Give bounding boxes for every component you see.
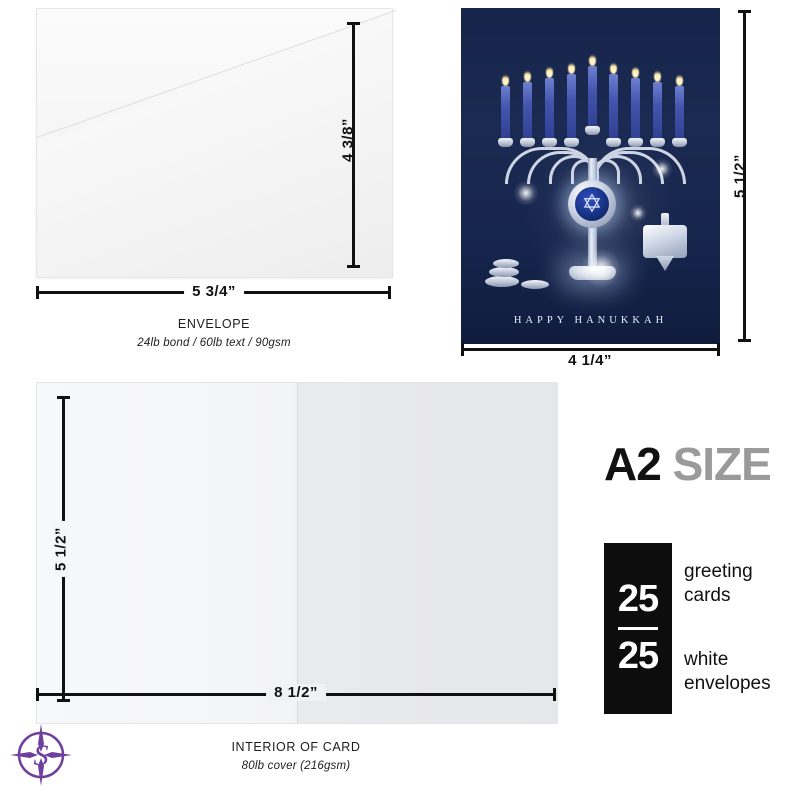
candle-cup-r1	[606, 138, 621, 147]
candle-cup-l2	[542, 138, 557, 147]
brand-logo-icon	[8, 722, 74, 788]
coin-4	[521, 280, 549, 289]
card-front-height-tick-bottom	[738, 339, 751, 342]
count-envelopes-value: 25	[617, 635, 659, 677]
envelope-height-tick-bottom	[347, 265, 360, 268]
card-front-width-tick-left	[461, 343, 464, 356]
dreidel-body	[643, 225, 687, 258]
sparkle-3	[581, 248, 621, 288]
svg-text:S: S	[33, 739, 49, 772]
coin-3	[493, 259, 519, 268]
count-envelopes-label-line2: envelopes	[684, 672, 771, 694]
flame-r3	[654, 70, 661, 82]
card-interior-spec: 80lb cover (216gsm)	[241, 760, 351, 772]
card-front-width-tick-right	[717, 343, 720, 356]
candle-cup-r4	[672, 138, 687, 147]
card-front-width-label: 4 1/4”	[568, 352, 612, 369]
candle-l3	[523, 82, 532, 140]
candle-l1	[567, 74, 576, 140]
candle-r2	[631, 78, 640, 140]
count-envelopes-label	[684, 648, 771, 696]
a2-size-heading	[604, 437, 771, 491]
candle-l4	[501, 86, 510, 140]
quantity-badge	[604, 543, 672, 714]
candle-cup-r3	[650, 138, 665, 147]
greeting-card-front-illustration	[461, 8, 720, 344]
coin-1	[485, 276, 519, 287]
star-of-david-icon: ✡	[575, 187, 609, 221]
count-cards-label-line1: greeting	[684, 561, 753, 582]
count-envelopes-label-line1: white	[684, 649, 729, 670]
card-front-width-dimension-line	[461, 348, 720, 351]
candle-l2	[545, 78, 554, 140]
flame-r4	[676, 74, 683, 86]
card-interior-caption: INTERIOR OF CARD	[231, 740, 361, 754]
card-front-height-label: 5 1/2”	[731, 154, 749, 198]
a2-size-prefix: A2	[604, 438, 661, 490]
candle-cup-l3	[520, 138, 535, 147]
flame-l1	[568, 62, 575, 74]
candle-cup-r2	[628, 138, 643, 147]
sparkle-1	[513, 180, 539, 206]
flame-l2	[546, 66, 553, 78]
envelope-width-tick-right	[388, 286, 391, 299]
sparkle-4	[629, 204, 647, 222]
candle-r1	[609, 74, 618, 140]
card-interior-height-label: 5 1/2”	[53, 521, 70, 577]
card-interior-width-tick-right	[553, 688, 556, 701]
envelope-width-label: 5 3/4”	[184, 283, 244, 300]
card-interior-height-tick-bottom	[57, 699, 70, 702]
count-cards-label	[684, 560, 753, 608]
flame-shamash	[589, 54, 596, 66]
brand-logo	[8, 722, 74, 788]
envelope-height-label: 4 3/8”	[339, 118, 357, 162]
card-interior-width-label: 8 1/2”	[266, 684, 326, 701]
card-interior-width-tick-left	[36, 688, 39, 701]
card-greeting-text: HAPPY HANUKKAH	[513, 315, 668, 326]
envelope-caption: ENVELOPE	[177, 317, 251, 331]
envelope-width-tick-left	[36, 286, 39, 299]
sparkle-2	[651, 158, 673, 180]
candle-cup-l1	[564, 138, 579, 147]
dreidel-tip	[656, 256, 674, 271]
candle-r3	[653, 82, 662, 140]
coin-2	[489, 267, 519, 277]
candle-shamash	[588, 66, 597, 128]
candle-cup-shamash	[585, 126, 600, 135]
count-divider	[618, 627, 658, 630]
flame-l4	[502, 74, 509, 86]
card-interior-height-tick-top	[57, 396, 70, 399]
card-interior-illustration	[36, 382, 558, 724]
flame-r1	[610, 62, 617, 74]
card-fold-line	[297, 383, 298, 723]
count-cards-value: 25	[617, 578, 659, 621]
card-front-height-tick-top	[738, 10, 751, 13]
candle-cup-l4	[498, 138, 513, 147]
a2-size-suffix: SIZE	[672, 438, 771, 490]
envelope-height-tick-top	[347, 22, 360, 25]
flame-l3	[524, 70, 531, 82]
count-cards-label-line2: cards	[684, 584, 731, 606]
candle-r4	[675, 86, 684, 140]
flame-r2	[632, 66, 639, 78]
envelope-spec: 24lb bond / 60lb text / 90gsm	[137, 337, 291, 349]
dreidel-illustration	[643, 213, 687, 271]
star-of-david-badge	[568, 180, 616, 228]
